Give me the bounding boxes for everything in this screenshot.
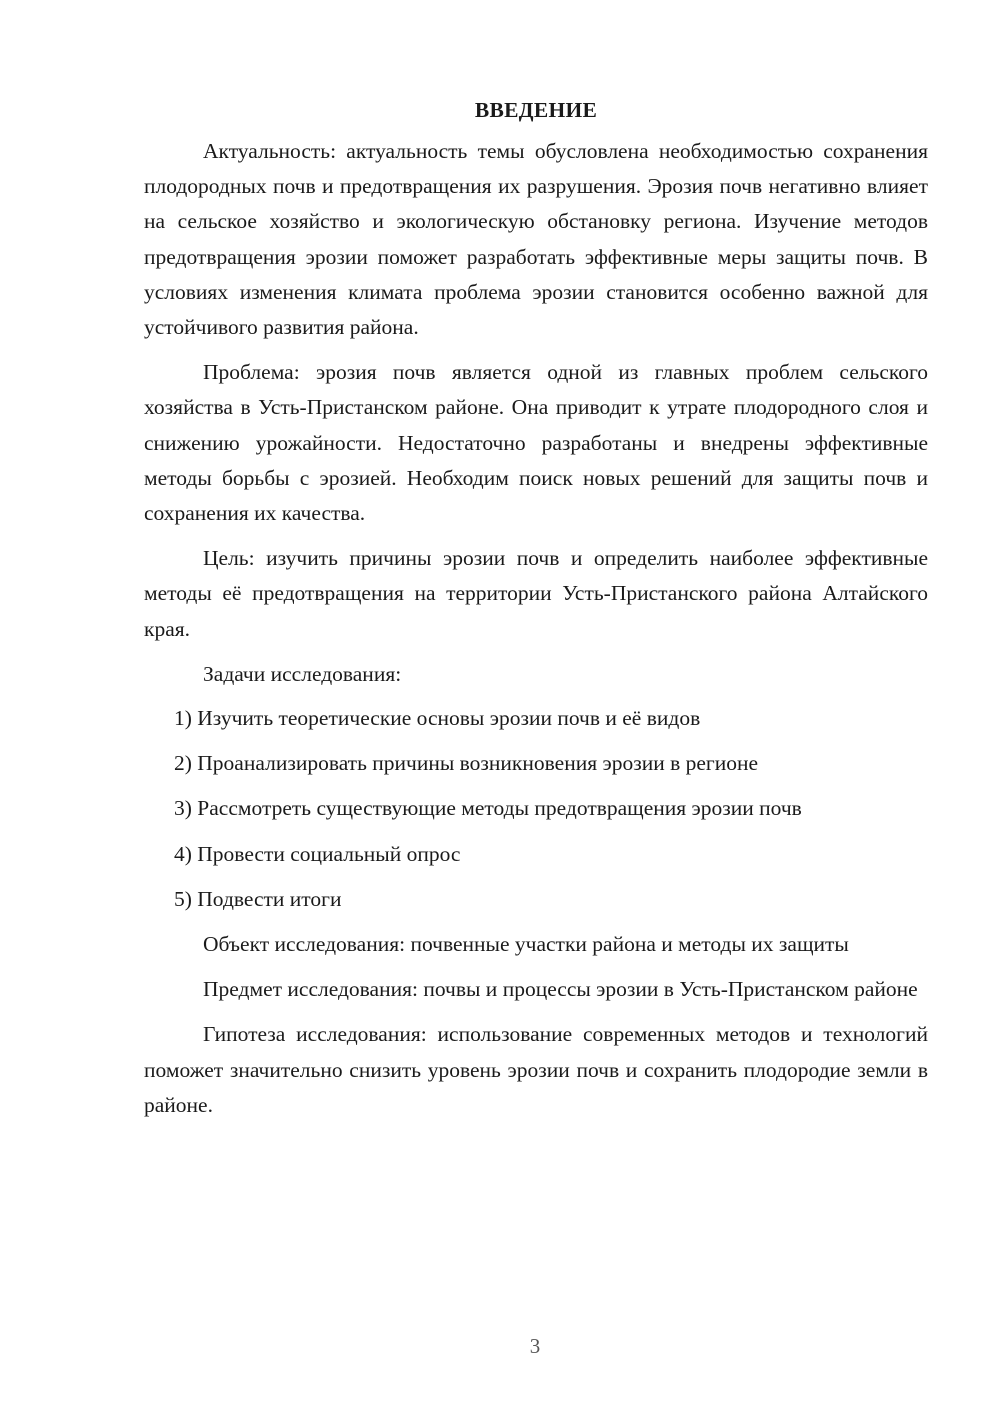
list-item: 2) Проанализировать причины возникновения эрозии в регионе: [174, 751, 759, 776]
page-title: ВВЕДЕНИЕ: [474, 98, 598, 122]
paragraph-object: Объект исследования: почвенные участки района и методы их защиты: [203, 932, 849, 957]
list-item: 4) Провести социальный опрос: [174, 841, 461, 866]
paragraph-problem: Проблема: эрозия почв является одной из главных проблем сельского хозяйства в Усть-Пристанском районе. Она приводит к утрате плодородного слоя и снижению урожайности. Недостаточно разработаны и внедрены эффективные методы борьбы с эрозией. Необходим поиск новых решений для защиты почв и сохранения их качества.: [144, 360, 928, 526]
paragraph-hypothesis: Гипотеза исследования: использование современных методов и технологий поможет значительно снизить уровень эрозии почв и сохранить плодородие земли в районе.: [144, 1022, 928, 1117]
tasks-list: [144, 701, 928, 917]
paragraph-goal: Цель: изучить причины эрозии почв и определить наиболее эффективные методы её предотвращения на территории Усть-Пристанского района Алтайского края.: [144, 546, 928, 641]
tasks-heading: Задачи исследования:: [203, 661, 402, 686]
list-item: 1) Изучить теоретические основы эрозии почв и её видов: [174, 706, 701, 731]
paragraph-subject: Предмет исследования: почвы и процессы эрозии в Усть-Пристанском районе: [203, 977, 918, 1002]
document-page: [144, 94, 928, 1133]
list-item: 3) Рассмотреть существующие методы предотвращения эрозии почв: [174, 796, 802, 821]
paragraph-relevance: Актуальность: актуальность темы обусловлена необходимостью сохранения плодородных почв и предотвращения их разрушения. Эрозия почв негативно влияет на сельское хозяйство и экологическую обстановку региона. Изучение методов предотвращения эрозии поможет разработать эффективные меры защиты почв. В условиях изменения климата проблема эрозии становится особенно важной для устойчивого развития района.: [144, 139, 928, 340]
list-item: 5) Подвести итоги: [174, 886, 342, 911]
page-number: 3: [529, 1334, 541, 1358]
